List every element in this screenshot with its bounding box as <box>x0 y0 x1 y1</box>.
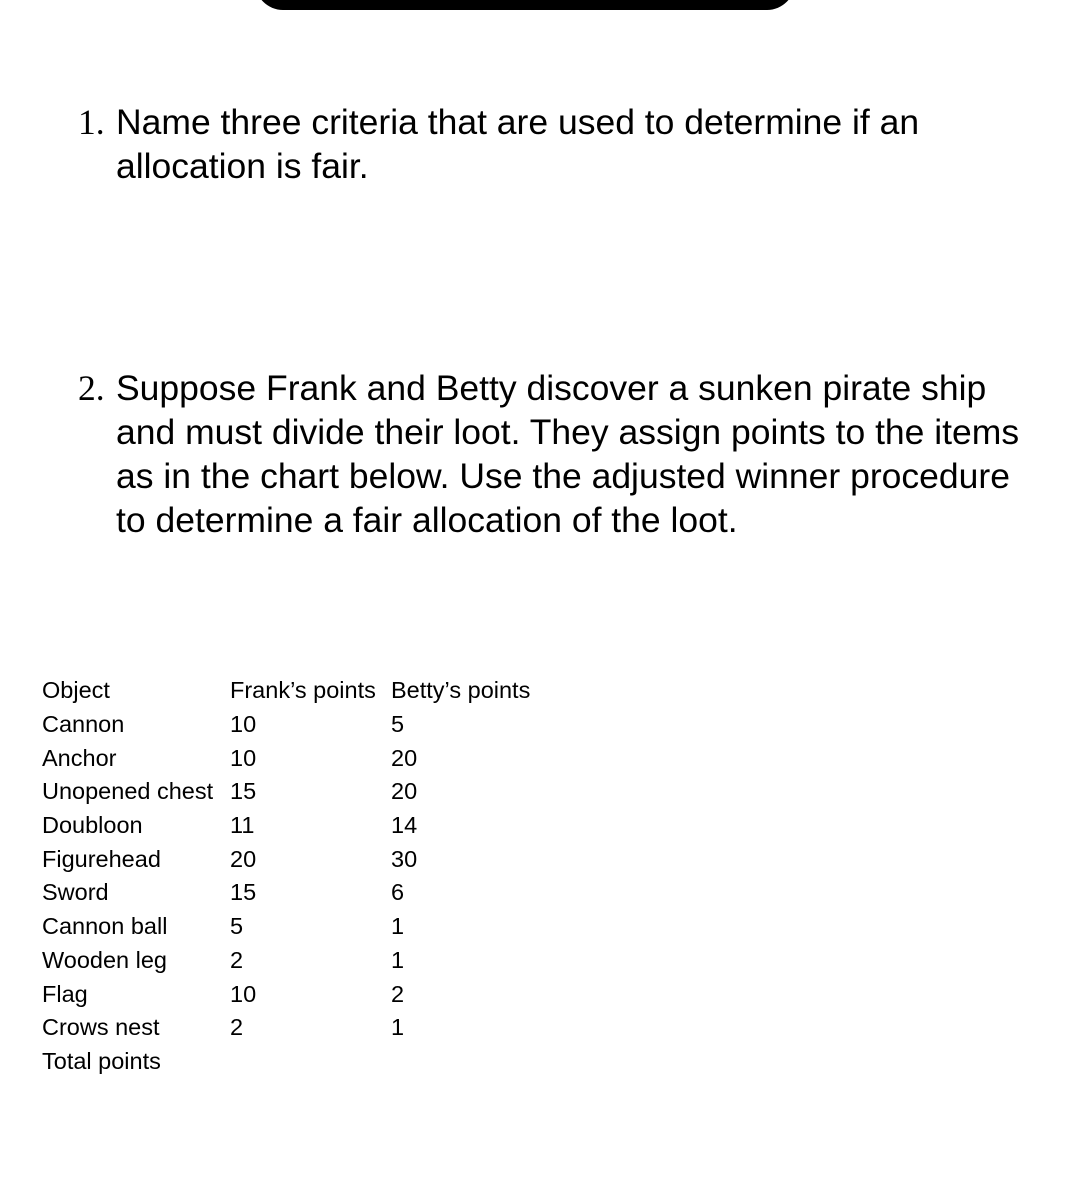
question-2-text: Suppose Frank and Betty discover a sunken pirate ship and must divide their loot. They assign points to the items as in the chart below. Use the adjusted winner procedure to determine a fair allocation of the loot. <box>116 368 1020 540</box>
object-cell: Sword <box>42 879 109 906</box>
header-frank-points: Frank’s points <box>230 677 376 704</box>
frank-points-cell: 15 <box>230 879 257 906</box>
object-cell: Unopened chest <box>42 778 214 805</box>
table-header-row <box>42 674 551 708</box>
frank-points-cell: 11 <box>230 812 255 839</box>
total-points-label: Total points <box>42 1047 161 1074</box>
object-cell: Cannon <box>42 711 125 738</box>
frank-points-cell: 20 <box>230 845 257 872</box>
question-2 <box>78 366 1038 542</box>
frank-total-cell <box>230 1045 391 1079</box>
total-row <box>42 1045 551 1079</box>
object-cell: Doubloon <box>42 812 143 839</box>
table-row <box>42 708 551 742</box>
frank-points-cell: 10 <box>230 744 257 771</box>
table-row <box>42 977 551 1011</box>
question-1-number: 1. <box>78 102 105 142</box>
frank-points-cell: 15 <box>230 778 257 805</box>
object-cell: Anchor <box>42 744 117 771</box>
table-row <box>42 775 551 809</box>
question-2-number: 2. <box>78 368 105 408</box>
question-1-text: Name three criteria that are used to determine if an allocation is fair. <box>116 102 920 186</box>
frank-points-cell: 10 <box>230 711 257 738</box>
object-cell: Cannon ball <box>42 913 168 940</box>
betty-points-cell: 1 <box>391 913 405 940</box>
table-row <box>42 944 551 978</box>
object-cell: Wooden leg <box>42 946 167 973</box>
frank-points-cell: 5 <box>230 913 244 940</box>
betty-points-cell: 1 <box>391 946 405 973</box>
object-cell: Figurehead <box>42 845 161 872</box>
header-object: Object <box>42 677 110 704</box>
betty-points-cell: 20 <box>391 744 418 771</box>
table-row <box>42 741 551 775</box>
question-1 <box>78 100 1038 188</box>
table-row <box>42 876 551 910</box>
betty-points-cell: 5 <box>391 711 405 738</box>
top-bar <box>255 0 795 10</box>
betty-total-cell <box>391 1045 551 1079</box>
frank-points-cell: 2 <box>230 1014 244 1041</box>
header-betty-points: Betty’s points <box>391 677 531 704</box>
betty-points-cell: 2 <box>391 980 405 1007</box>
table-row <box>42 842 551 876</box>
betty-points-cell: 14 <box>391 812 418 839</box>
betty-points-cell: 30 <box>391 845 418 872</box>
object-cell: Crows nest <box>42 1014 160 1041</box>
frank-points-cell: 10 <box>230 980 257 1007</box>
betty-points-cell: 1 <box>391 1014 405 1041</box>
frank-points-cell: 2 <box>230 946 244 973</box>
object-cell: Flag <box>42 980 88 1007</box>
betty-points-cell: 6 <box>391 879 405 906</box>
table-row <box>42 910 551 944</box>
betty-points-cell: 20 <box>391 778 418 805</box>
table-row <box>42 1011 551 1045</box>
table-row <box>42 809 551 843</box>
loot-points-table <box>42 674 551 1078</box>
